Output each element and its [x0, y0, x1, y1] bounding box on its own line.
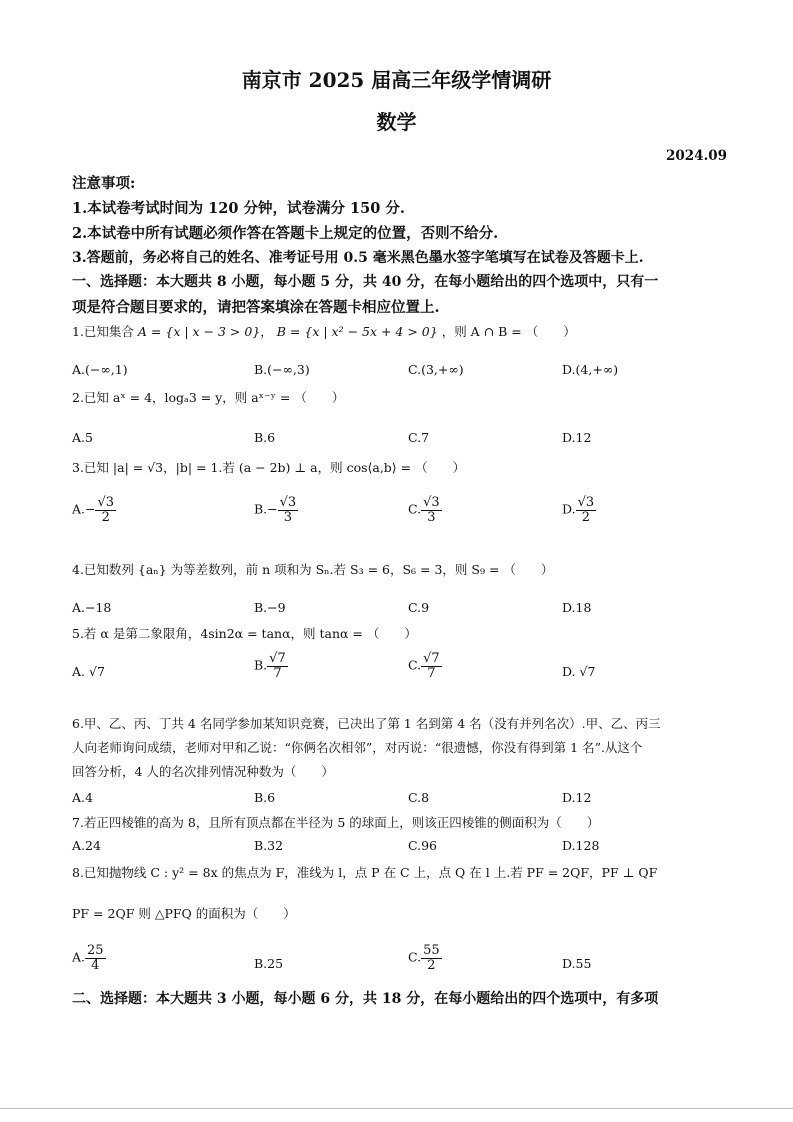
q2-option-d: D.12	[562, 430, 592, 445]
q3-option-a-label: A.−	[72, 501, 96, 517]
subject-title: 数学	[376, 110, 417, 134]
question-4: 4.已知数列 {aₙ} 为等差数列，前 n 项和为 Sₙ.若 S₃ = 6，S₆ = 3，则 S₉ = （ ）	[72, 562, 554, 577]
q5-option-c	[408, 652, 442, 680]
q3-option-c-den: 3	[427, 509, 436, 525]
exam-date: 2024.09	[666, 148, 728, 164]
q6-option-b: B.6	[254, 790, 276, 805]
question-8-line-2: PF = 2QF 则 △PFQ 的面积为（ ）	[72, 906, 296, 921]
question-6-line-1: 6.甲、乙、丙、丁共 4 名同学参加某知识竞赛，已决出了第 1 名到第 4 名（没有并列名次）.甲、乙、丙三	[72, 716, 661, 731]
q1-option-c: C.(3,+∞)	[408, 362, 464, 377]
q8-option-c	[408, 944, 442, 972]
q3-option-c	[408, 496, 442, 524]
q1-option-a: A.(−∞,1)	[72, 362, 128, 377]
q8-option-c-label: C.	[408, 949, 422, 965]
question-8-line-1: 8.已知抛物线 C : y² = 8x 的焦点为 F，准线为 l，点 P 在 C 上，点 Q 在 l 上.若 PF = 2QF，PF ⊥ QF	[72, 865, 658, 880]
q6-option-a: A.4	[72, 790, 93, 805]
question-6-line-2: 人向老师询问成绩，老师对甲和乙说：“你俩名次相邻”，对丙说：“很遗憾，你没有得到第 1 名”.从这个	[72, 740, 643, 755]
q5-option-d: D. √7	[562, 664, 596, 679]
question-1: 1.已知集合 A = {x | x − 3 > 0}， B = {x | x² − 5x + 4 > 0} ，则 A ∩ B = （ ）	[72, 324, 576, 339]
q5-option-b	[254, 652, 288, 680]
q5-option-c-den: 7	[427, 665, 436, 681]
q7-option-a: A.24	[72, 838, 101, 853]
q5-option-b-label: B.	[254, 657, 268, 673]
q5-option-a: A. √7	[72, 664, 105, 679]
q1-set-a: A = {x | x − 3 > 0}	[137, 324, 261, 339]
q8-option-a-den: 4	[91, 957, 100, 973]
q2-option-a: A.5	[72, 430, 93, 445]
q8-option-b: B.25	[254, 956, 284, 971]
q8-option-c-num: 55	[423, 943, 440, 958]
question-5: 5.若 α 是第二象限角，4sin2α = tanα，则 tanα = （ ）	[72, 626, 417, 641]
q3-option-c-num: √3	[423, 495, 440, 510]
q3-option-c-label: C.	[408, 501, 422, 517]
q6-option-d: D.12	[562, 790, 592, 805]
q3-option-d	[562, 496, 596, 524]
q7-option-d: D.128	[562, 838, 600, 853]
q1-set-b: B = {x | x² − 5x + 4 > 0}	[276, 324, 438, 339]
q8-option-a	[72, 944, 106, 972]
q3-option-b-den: 3	[283, 509, 293, 525]
q1-option-b: B.(−∞,3)	[254, 362, 310, 377]
q3-option-d-label: D.	[562, 501, 576, 517]
page-bottom-divider	[0, 1108, 793, 1109]
q1-option-d: D.(4,+∞)	[562, 362, 619, 377]
q4-option-a: A.−18	[72, 600, 112, 615]
q2-option-c: C.7	[408, 430, 430, 445]
notice-heading: 注意事项:	[72, 175, 136, 192]
question-7: 7.若正四棱锥的高为 8，且所有顶点都在半径为 5 的球面上，则该正四棱锥的侧面积为（ ）	[72, 815, 600, 830]
q7-option-b: B.32	[254, 838, 284, 853]
q3-option-b	[254, 496, 298, 524]
q3-option-a	[72, 496, 116, 524]
q8-option-c-den: 2	[427, 957, 436, 973]
q3-option-d-num: √3	[577, 495, 595, 510]
section1-line1: 一、选择题：本大题共 8 小题，每小题 5 分，共 40 分，在每小题给出的四个选项中，只有一	[72, 274, 659, 290]
q3-option-a-num: √3	[97, 495, 115, 510]
question-2: 2.已知 aˣ = 4，logₐ3 = y，则 aˣ⁻ʸ = （ ）	[72, 390, 345, 405]
q3-option-b-num: √3	[279, 495, 297, 510]
q4-option-c: C.9	[408, 600, 430, 615]
q5-option-b-num: √7	[269, 651, 286, 666]
section2-line1: 二、选择题：本大题共 3 小题，每小题 6 分，共 18 分，在每小题给出的四个选项中，有多项	[72, 991, 659, 1007]
q3-option-d-den: 2	[581, 509, 590, 525]
q3-option-b-label: B.−	[254, 501, 278, 517]
notice-item-1: 1.本试卷考试时间为 120 分钟，试卷满分 150 分.	[72, 200, 405, 217]
q8-option-a-label: A.	[72, 949, 86, 965]
q5-option-c-label: C.	[408, 657, 422, 673]
q4-option-d: D.18	[562, 600, 592, 615]
question-6-line-3: 回答分析，4 人的名次排列情况种数为（ ）	[72, 764, 334, 779]
q8-option-a-num: 25	[87, 943, 104, 958]
q4-option-b: B.−9	[254, 600, 286, 615]
q2-option-b: B.6	[254, 430, 276, 445]
q1-prefix: 1.已知集合	[72, 324, 134, 339]
notice-item-3: 3.答题前，务必将自己的姓名、准考证号用 0.5 毫米黑色墨水签字笔填写在试卷及答题卡上.	[72, 250, 644, 266]
exam-title: 南京市 2025 届高三年级学情调研	[241, 68, 552, 92]
question-3: 3.已知 |a| = √3，|b| = 1.若 (a − 2b) ⊥ a，则 cos⟨a,b⟩ = （ ）	[72, 460, 466, 475]
q5-option-c-num: √7	[423, 651, 440, 666]
section1-line2: 项是符合题目要求的，请把答案填涂在答题卡相应位置上.	[72, 299, 440, 316]
q1-ask: ，则 A ∩ B = （ ）	[441, 324, 576, 339]
q5-option-b-den: 7	[273, 665, 282, 681]
q3-option-a-den: 2	[101, 509, 110, 525]
q6-option-c: C.8	[408, 790, 430, 805]
q7-option-c: C.96	[408, 838, 437, 853]
q8-option-d: D.55	[562, 956, 592, 971]
notice-item-2: 2.本试卷中所有试题必须作答在答题卡上规定的位置，否则不给分.	[72, 225, 499, 242]
